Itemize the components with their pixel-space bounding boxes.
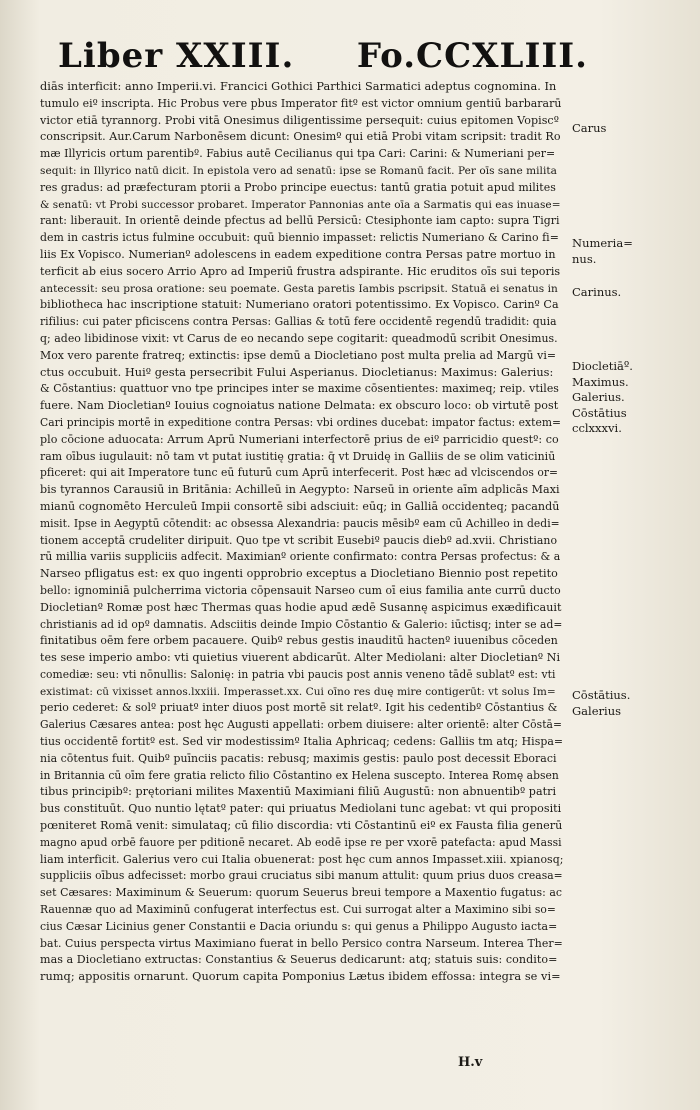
text-line: ctus occubuit. Huiº gesta persecribit Fului Asperianus. Diocletianus: Maximus: Galerius: (40, 365, 554, 379)
text-line: sequit: in Illyrico natū dicit. In epistola vero ad senatū: ipse se Romanū facit. Per oīs sane milita (40, 164, 557, 177)
text-line: rū millia variis suppliciis adfecit. Maximianº oriente confirmato: contra Persas profectus: & a (40, 550, 561, 564)
text-line: res gradus: ad præfecturam ptorii a Probo principe euectus: tantū gratia potuit apud milites (40, 180, 556, 194)
text-line: plo cōcione aduocata: Arrum Aprū Numeriani interfectorē prius de eiº parricidio questº: co (40, 432, 559, 446)
text-line: diās interficit: anno Imperii.vi. Francici Gothici Parthici Sarmatici adeptus cognomina. In (40, 80, 557, 93)
text-line: dem in castris ictus fulmine occubuit: quū biennio impasset: relictis Numeriano & Carino fi= (40, 231, 559, 245)
text-line: victor etiā tyrannorg. Probi vitā Onesimus diligentissime persequit: cuius epitomen Vopiscº (40, 113, 559, 127)
text-line: liam interficit. Galerius vero cui Italia obuenerat: post hęc cum annos Impasset.xiii. xpianosq; (40, 852, 564, 866)
text-line: & Cōstantius: quattuor vno tpe principes inter se maxime cōsentientes: maximeq; reip. vtiles (40, 382, 559, 396)
margin-note-diocletianus: Diocletiāº. Maximus. Galerius. Cōstātius cclxxxvi. (572, 359, 633, 435)
text-line: Rauennæ quo ad Maximinū confugerat interfectus est. Cui surrogat alter a Maximino sibi so= (40, 903, 556, 917)
text-line: rumq; appositis ornarunt. Quorum capita Pomponius Lætus ibidem effossa: integra se vi= (40, 970, 561, 984)
text-line: & senatū: vt Probi successor probaret. Imperator Pannonias ante oīa a Sarmatis qui eas inuase= (40, 198, 561, 211)
text-line: in Britannia cū oīm fere gratia relicto filio Cōstantino ex Helena suscepto. Interea Romę absen (40, 768, 559, 782)
text-line: ram oībus iugulauit: nō tam vt putat iustitię gratia: q̄ vt Druidę in Galliis de se olim vaticiniū (40, 449, 556, 463)
text-line: tes sese imperio ambo: vti quietius viuerent abdicarūt. Alter Mediolani: alter Diocletianº Ni (40, 651, 561, 665)
text-line: mianū cognomēto Herculeū Impii consortē sibi adsciuit: eūq; in Galliā occidenteq; pacandū (40, 499, 560, 513)
margin-note-numerianus: Numeria= nus. (572, 236, 633, 266)
text-line: set Cæsares: Maximinum & Seuerum: quorum Seuerus breui tempore a Maxentio fugatus: ac (40, 886, 563, 900)
text-line: Cari principis mortē in expeditione contra Persas: vbi ordines ducebat: impator factus: extem= (40, 415, 562, 429)
text-line: tionem acceptā crudeliter diripuit. Quo tpe vt scribit Eusebiº paucis diebº ad.xvii. Christiano (40, 533, 558, 547)
text-line: terficit ab eius socero Arrio Apro ad Imperiū frustra adspirante. Hic eruditos oīs sui teporis (40, 264, 561, 278)
text-line: nia cōtentus fuit. Quibº puīnciis pacatis: rebusq; maximis gestis: paulo post decessit Eboraci (40, 751, 557, 765)
margin-note-carus: Carus (572, 121, 607, 135)
margin-note-constantius: Cōstātius. Galerius (572, 688, 631, 718)
text-line: bus constituūt. Quo nuntio lętatº pater: qui priuatus Mediolani tunc agebat: vt qui propositi (40, 802, 562, 816)
text-line: magno apud orbē fauore per pditionē necaret. Ab eodē ipse re per vxorē patefacta: apud Massi (40, 835, 562, 849)
text-line: fuere. Nam Diocletianº Iouius cognoiatus natione Delmata: ex obscuro loco: ob virtutē post (40, 399, 559, 413)
text-line: Diocletianº Romæ post hæc Thermas quas hodie apud ædē Susannę aspicimus exædificauit (40, 600, 562, 614)
text-line: bat. Cuius perspecta virtus Maximiano fuerat in bello Persico contra Narseum. Interea Ther= (40, 936, 563, 950)
text-line: tibus principibº: prętoriani milites Maxentiū Maximiani filiū Augustū: non abnuentibº patri (40, 785, 557, 799)
text-line: cius Cæsar Licinius gener Constantii e Dacia oriundu s: qui genus a Philippo Augusto iacta= (40, 919, 558, 933)
margin-note-carinus: Carinus. (572, 285, 622, 299)
folio-number: Fo.CCXLIII. (356, 36, 588, 76)
text-line: suppliciis oībus adfecisset: morbo graui cruciatus sibi manum attulit: quum prius duos creasa= (40, 869, 563, 883)
text-line: rifilius: cui pater pficiscens contra Persas: Gallias & totū fere occidentē regendū tradidit: quia (40, 315, 557, 329)
text-line: christianis ad id opº damnatis. Adsciitis deinde Impio Cōstantio & Galerio: iūctisq; inter se ad= (40, 617, 563, 631)
text-line: Galerius Cæsares antea: post hęc Augusti appellati: orbem diuisere: alter orientē: alter Cōstā= (40, 718, 562, 732)
text-line: Narseo pfligatus est: ex quo ingenti opprobrio exceptus a Diocletiano Biennio post repetito (40, 567, 558, 581)
text-line: tumulo eiº inscripta. Hic Probus vere pbus Imperator fitº est victor omnium gentiū barbararū (40, 96, 562, 110)
text-line: mæ Illyricis ortum parentibº. Fabius autē Cecilianus qui tpa Cari: Carini: & Numeriani per= (40, 147, 556, 161)
main-text-column (40, 79, 564, 986)
signature-mark: H.v (458, 1055, 483, 1070)
text-line: perio cederet: & solº priuatº inter diuos post mortē sit relatº. Igit his cedentibº Cōstantius & (40, 701, 558, 715)
text-line: misit. Ipse in Aegyptū cōtendit: ac obsessa Alexandria: paucis mēsibº eam cū Achilleo in dedi= (40, 516, 560, 530)
text-line: existimat: cū vixisset annos.lxxiii. Imperasset.xx. Cui oīno res duę mire contigerūt: vt solus Im= (40, 685, 556, 698)
text-line: Mox vero parente fratreq; extinctis: ipse demū a Diocletiano post multa prelia ad Margū vi= (40, 348, 557, 362)
text-line: rant: liberauit. In orientē deinde pfectus ad bellū Persicū: Ctesiphonte iam capto: supra Tigri (40, 214, 560, 228)
text-line: conscripsit. Aur.Carum Narbonēsem dicunt: Onesimº qui etiā Probi vitam scripsit: tradit Ro (40, 130, 561, 144)
text-line: bibliotheca hac inscriptione statuit: Numeriano oratori potentissimo. Ex Vopisco. Carinº Ca (40, 298, 559, 312)
text-line: mas a Diocletiano extructas: Constantius & Seuerus dedicarunt: atq; statuis suis: condito= (40, 953, 558, 967)
running-title: Liber XXIII. (58, 36, 295, 76)
text-line: finitatibus oēm fere orbem pacauere. Quibº rebus gestis inauditū hactenº iuuenibus cōceden (40, 634, 558, 648)
text-line: pficeret: qui ait Imperatore tunc eū futurū cum Aprū interfecerit. Post hæc ad vlciscendos or= (40, 466, 559, 480)
text-line: bello: ignominiā pulcherrima victoria cōpensauit Narseo cum oī eius familia ante currū ducto (40, 583, 561, 597)
text-line: tius occidentē fortitº est. Sed vir modestissimº Italia Aphricaq; cedens: Galliis tm atq; Hispa= (40, 735, 564, 749)
text-line: comediæ: seu: vti nōnullis: Salonię: in patria vbi paucis post annis veneno tādē sublatº est: vti (40, 667, 556, 681)
text-line: liis Ex Vopisco. Numerianº adolescens in eadem expeditione contra Persas patre mortuo in (40, 247, 556, 261)
text-line: antecessit: seu prosa oratione: seu poemate. Gesta paretis Iambis pscripsit. Statuā ei senatus in (40, 282, 558, 295)
text-line: q; adeo libidinose vixit: vt Carus de eo necando sepe cogitarit: queadmodū scribit Onesimus. (40, 331, 558, 345)
text-line: pœniteret Romā venit: simulataq; cū filio discordia: vti Cōstantinū eiº ex Fausta filia generū (40, 819, 563, 833)
text-line: bis tyrannos Carausiū in Britānia: Achilleū in Aegypto: Narseū in oriente aīm adplicās Maxi (40, 483, 560, 497)
